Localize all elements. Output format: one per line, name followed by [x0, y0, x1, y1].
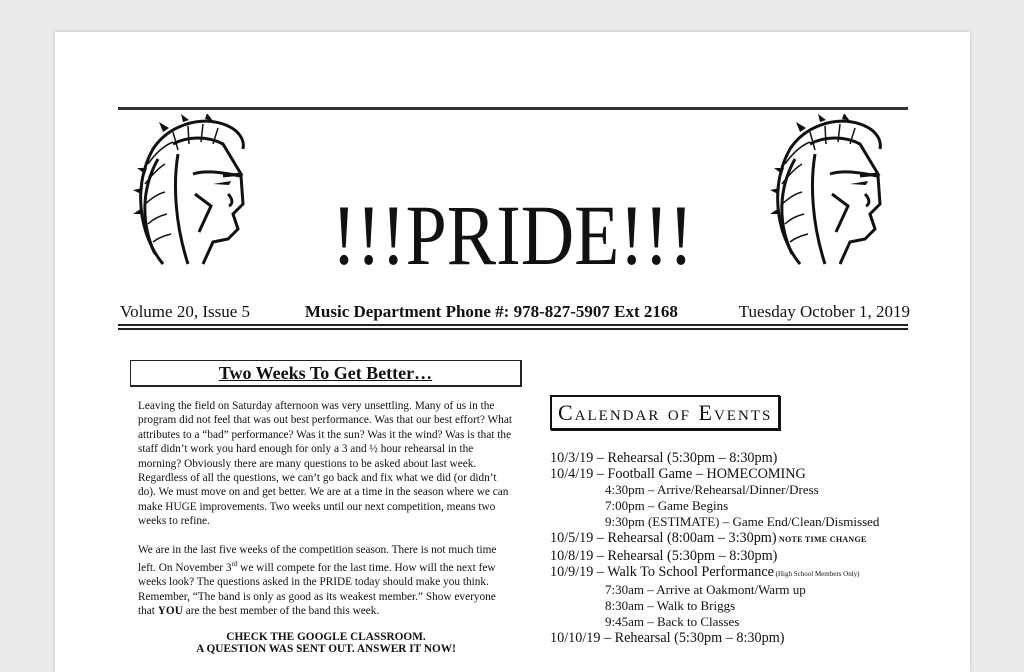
- superscript: rd: [231, 560, 238, 569]
- calendar-event: [550, 564, 930, 582]
- issue-date: Tuesday October 1, 2019: [738, 302, 910, 321]
- event-text: 10/8/19 – Rehearsal (5:30pm – 8:30pm): [550, 548, 778, 564]
- event-note: NOTE TIME CHANGE: [776, 535, 867, 544]
- callout-question: A QUESTION WAS SENT OUT. ANSWER IT NOW!: [196, 643, 456, 656]
- event-text: 7:00pm – Game Begins: [605, 498, 729, 513]
- event-text: 10/9/19 – Walk To School Performance: [550, 564, 774, 580]
- calendar-event-detail: [550, 582, 930, 598]
- article-column: [130, 360, 522, 656]
- article-paragraph: Leaving the field on Saturday afternoon was very unsettling. Many of us in the program did not feel that was out best performance. Was that our best effort? What attributes to a “bad” performance? Was it the sun? Was it the wind? Was is that the staff didn’t work you hard enough for only a 3 and ½ hour rehearsal in the morning? Obviously there are many questions to be asked about last week. Regardless of all the questions, we can’t go back and fix what we did (or didn’t do). We must move on and get better. We are at a time in the season where we can make HUGE improvements. Two weeks until our next competition, means two weeks to refine.: [138, 400, 512, 528]
- event-text: 4:30pm – Arrive/Rehearsal/Dinner/Dress: [605, 482, 819, 497]
- calendar-event-detail: [550, 498, 930, 514]
- masthead-bottom-rule: [118, 328, 908, 330]
- text: are the best member of the band this week.: [182, 605, 380, 618]
- calendar-event-list: [550, 450, 930, 646]
- article-paragraph: [138, 543, 514, 619]
- calendar-event: [550, 548, 930, 564]
- article-body: [138, 399, 514, 656]
- calendar-event-detail: [550, 598, 930, 614]
- newsletter-page: [55, 32, 970, 672]
- event-text: 10/4/19 – Football Game – HOMECOMING: [550, 466, 806, 482]
- event-text: 10/10/19 – Rehearsal (5:30pm – 8:30pm): [550, 630, 785, 646]
- article-title-box: [130, 360, 522, 387]
- event-text: 9:30pm (ESTIMATE) – Game End/Clean/Dismissed: [605, 514, 880, 529]
- article-title: Two Weeks To Get Better…: [218, 363, 433, 383]
- calendar-event-detail: [550, 482, 930, 498]
- department-phone: Music Department Phone #: 978-827-5907 Ext 2168: [304, 302, 678, 321]
- calendar-column: [550, 395, 930, 646]
- text: We are in the last five weeks of the competition season. There is not much time left. On November 3: [138, 543, 497, 574]
- masthead-bottom-rule: [118, 324, 908, 326]
- calendar-event: [550, 630, 930, 646]
- spartan-helmet-logo-icon: [770, 114, 890, 274]
- event-text: 8:30am – Walk to Briggs: [605, 598, 736, 613]
- spartan-helmet-logo-icon: [133, 114, 253, 274]
- calendar-title: Calendar of Events: [550, 395, 780, 430]
- event-text: 10/3/19 – Rehearsal (5:30pm – 8:30pm): [550, 450, 778, 466]
- callout-classroom: CHECK THE GOOGLE CLASSROOM.: [226, 631, 426, 644]
- calendar-event-detail: [550, 614, 930, 630]
- calendar-event: [550, 450, 930, 466]
- event-text: 10/5/19 – Rehearsal (8:00am – 3:30pm): [550, 530, 777, 546]
- event-text: 9:45am – Back to Classes: [605, 614, 740, 629]
- newsletter-title: !!!PRIDE!!!: [331, 187, 694, 283]
- emphasis: YOU: [157, 605, 183, 618]
- event-qualifier: (High School Members Only): [773, 570, 860, 578]
- calendar-event: [550, 466, 930, 482]
- calendar-event-detail: [550, 514, 930, 530]
- masthead-top-rule: [118, 107, 908, 110]
- text: we will compete for the last time. How will the next few weeks look? The questions asked in the PRIDE today should make you think. Remember, “The band is only as good as its weakest member.” Show everyone that: [138, 561, 496, 618]
- volume-issue: Volume 20, Issue 5: [120, 302, 251, 321]
- issue-info-bar: [120, 302, 910, 322]
- event-text: 7:30am – Arrive at Oakmont/Warm up: [605, 582, 806, 597]
- calendar-event: [550, 530, 930, 548]
